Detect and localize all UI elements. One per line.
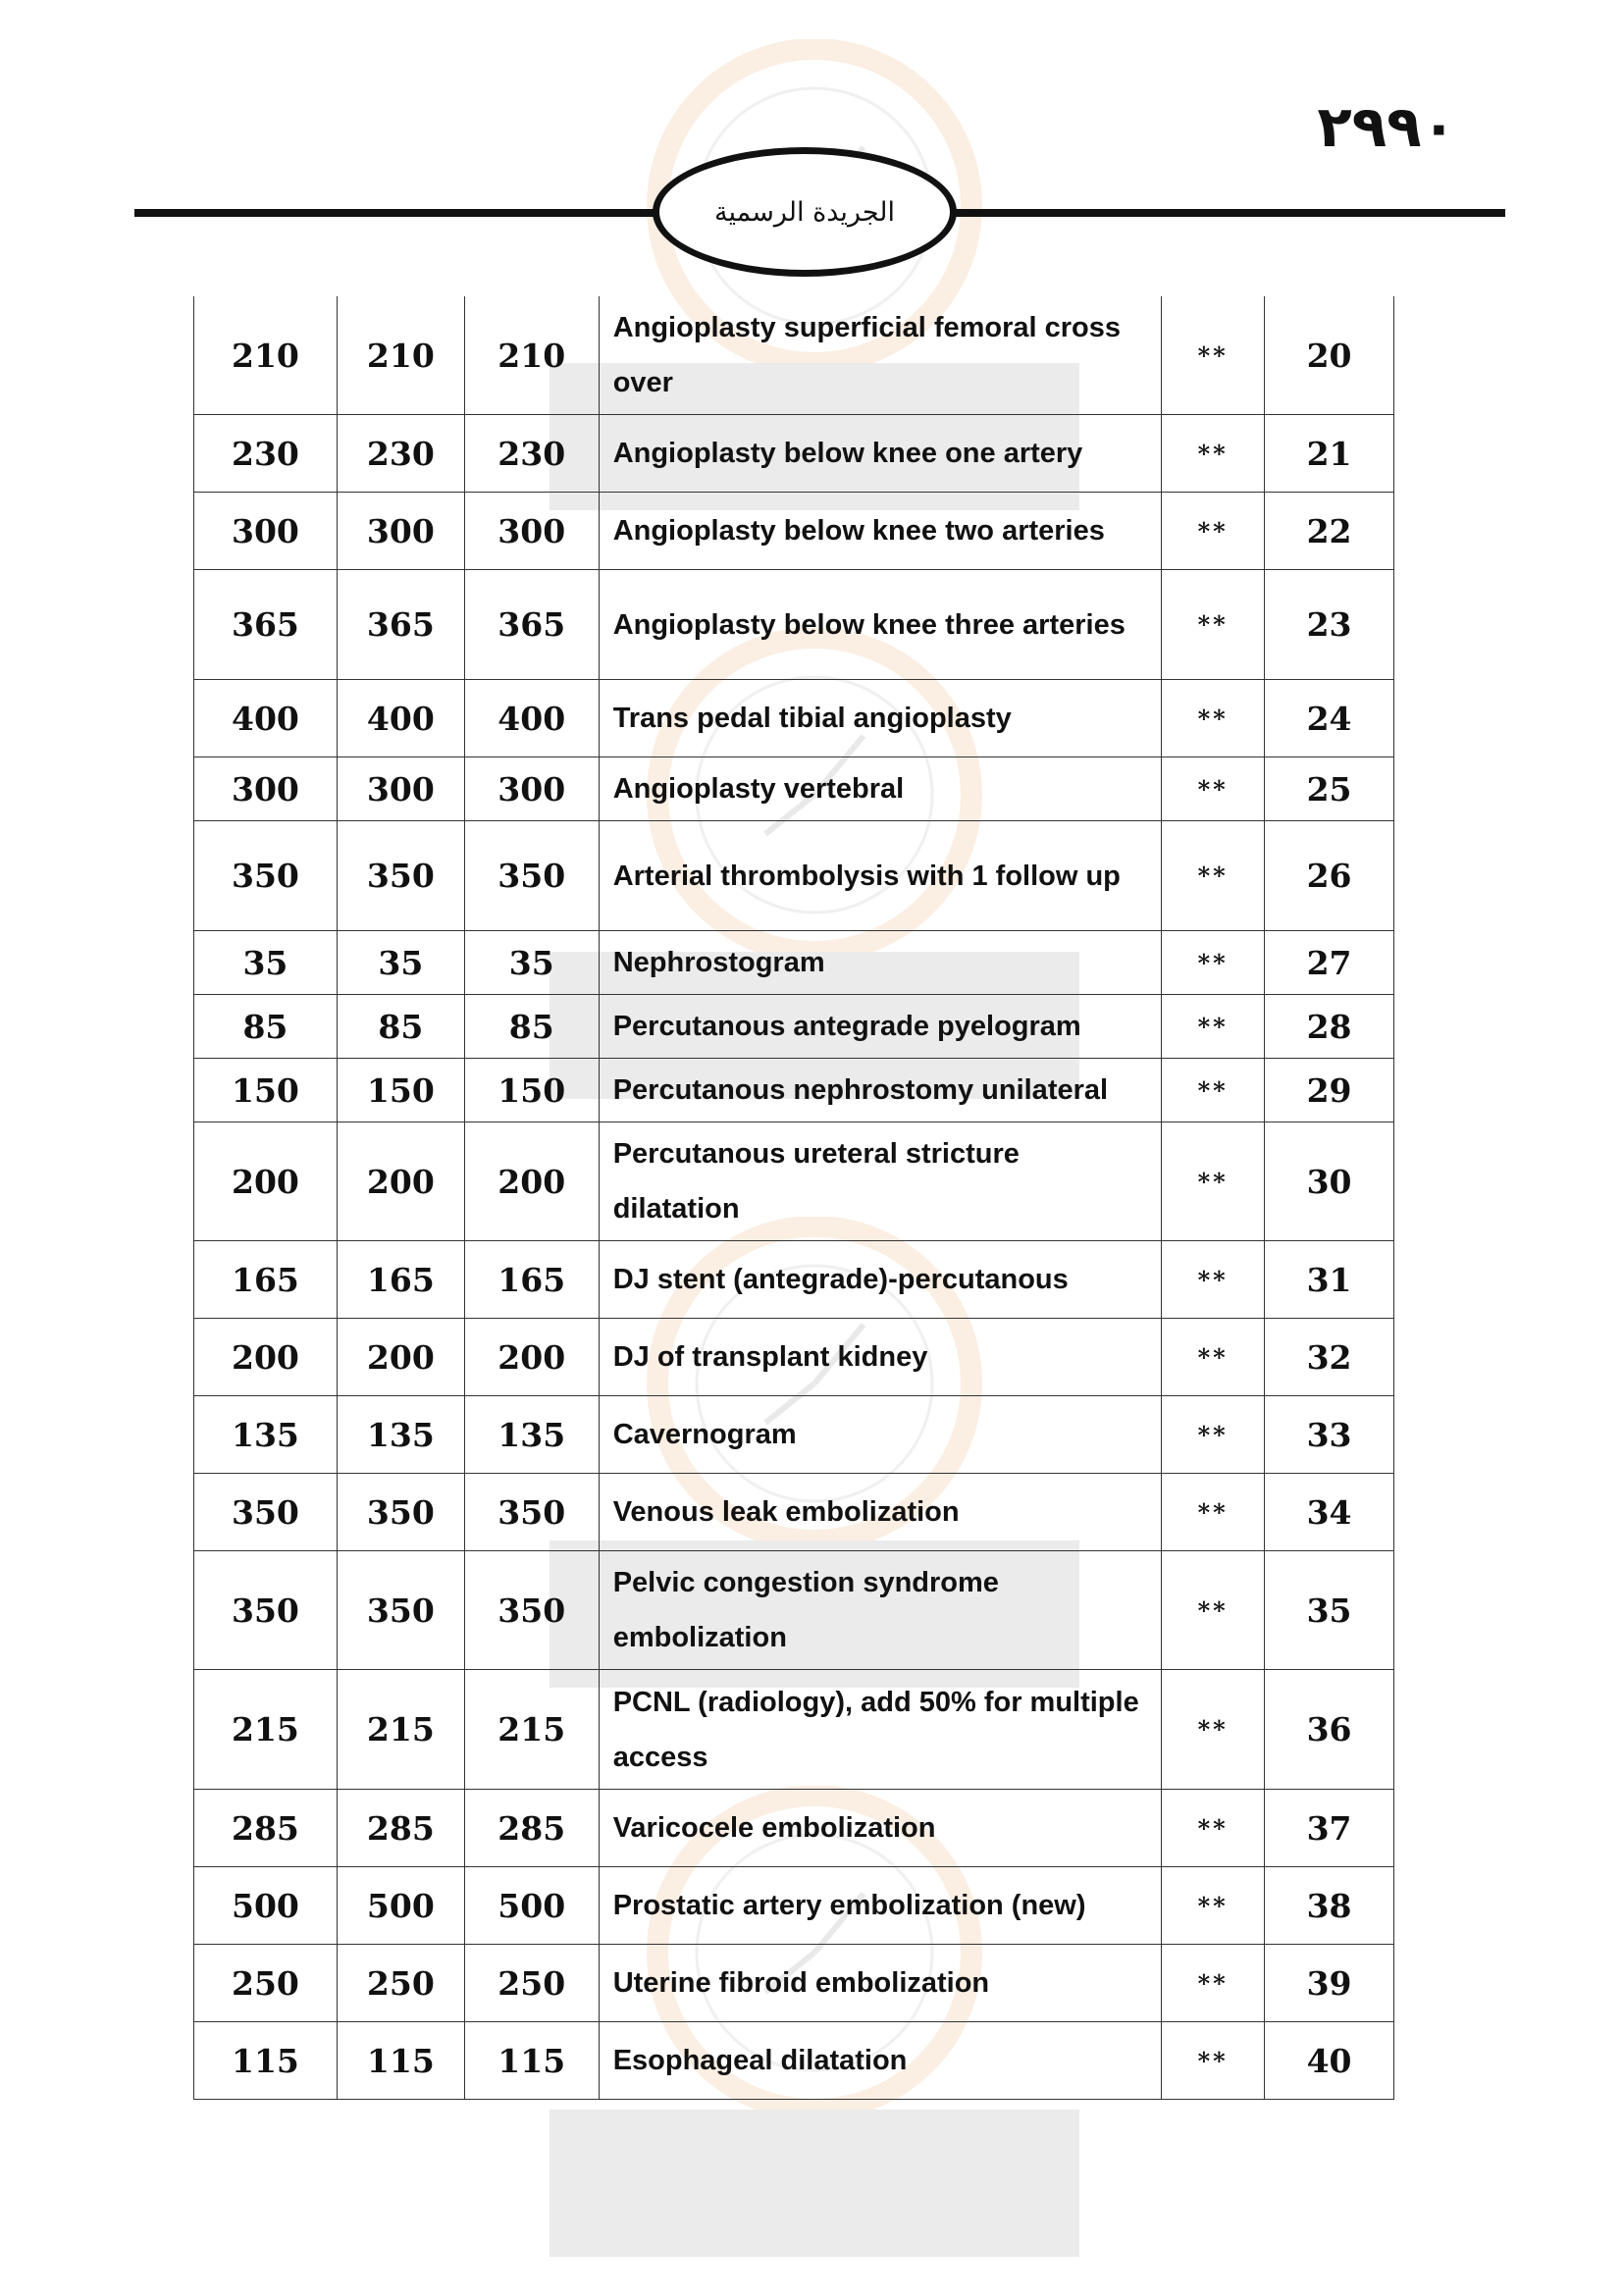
fee-cell: 300 <box>464 493 599 570</box>
fee-cell: 165 <box>194 1241 338 1319</box>
mark-cell: ** <box>1162 1551 1265 1670</box>
fee-cell: 165 <box>337 1241 464 1319</box>
fee-cell: 350 <box>337 1474 464 1551</box>
mark-cell: ** <box>1162 570 1265 680</box>
table-row <box>194 570 1394 680</box>
table-row <box>194 1670 1394 1790</box>
fee-cell: 230 <box>337 415 464 493</box>
table-row <box>194 995 1394 1059</box>
row-number: 40 <box>1265 2022 1394 2100</box>
fee-cell: 300 <box>194 493 338 570</box>
fee-cell: 350 <box>194 1551 338 1670</box>
fee-cell: 350 <box>464 1551 599 1670</box>
procedure-description: Angioplasty vertebral <box>599 757 1162 821</box>
row-number: 39 <box>1265 1945 1394 2022</box>
table-row <box>194 1474 1394 1551</box>
table-row <box>194 2022 1394 2100</box>
fee-cell: 350 <box>337 1551 464 1670</box>
mark-cell: ** <box>1162 757 1265 821</box>
procedure-description: Angioplasty superficial femoral cross over <box>599 296 1162 415</box>
mark-cell: ** <box>1162 821 1265 931</box>
procedure-description: Trans pedal tibial angioplasty <box>599 680 1162 757</box>
mark-cell: ** <box>1162 296 1265 415</box>
fee-cell: 135 <box>337 1396 464 1474</box>
procedure-description: Pelvic congestion syndrome embolization <box>599 1551 1162 1670</box>
fee-cell: 500 <box>464 1867 599 1945</box>
fee-cell: 210 <box>194 296 338 415</box>
mark-cell: ** <box>1162 680 1265 757</box>
row-number: 21 <box>1265 415 1394 493</box>
fee-cell: 150 <box>464 1059 599 1122</box>
row-number: 37 <box>1265 1790 1394 1867</box>
procedure-description: Varicocele embolization <box>599 1790 1162 1867</box>
fee-cell: 85 <box>194 995 338 1059</box>
fee-cell: 300 <box>337 493 464 570</box>
table-row <box>194 493 1394 570</box>
fee-cell: 350 <box>337 821 464 931</box>
fee-cell: 300 <box>194 757 338 821</box>
procedure-description: Percutanous ureteral stricture dilatation <box>599 1122 1162 1241</box>
procedure-description: Percutanous antegrade pyelogram <box>599 995 1162 1059</box>
fee-cell: 135 <box>464 1396 599 1474</box>
procedure-description: Uterine fibroid embolization <box>599 1945 1162 2022</box>
fee-cell: 150 <box>194 1059 338 1122</box>
row-number: 20 <box>1265 296 1394 415</box>
fee-cell: 400 <box>337 680 464 757</box>
fee-cell: 135 <box>194 1396 338 1474</box>
gazette-title: الجريدة الرسمية <box>653 147 957 277</box>
row-number: 23 <box>1265 570 1394 680</box>
fee-cell: 285 <box>337 1790 464 1867</box>
table-row <box>194 1122 1394 1241</box>
row-number: 30 <box>1265 1122 1394 1241</box>
fee-cell: 200 <box>337 1122 464 1241</box>
procedure-description: Percutanous nephrostomy unilateral <box>599 1059 1162 1122</box>
fee-cell: 200 <box>464 1319 599 1396</box>
table-row <box>194 757 1394 821</box>
procedure-description: Venous leak embolization <box>599 1474 1162 1551</box>
fee-cell: 365 <box>194 570 338 680</box>
row-number: 33 <box>1265 1396 1394 1474</box>
mark-cell: ** <box>1162 1396 1265 1474</box>
fee-cell: 200 <box>337 1319 464 1396</box>
mark-cell: ** <box>1162 1474 1265 1551</box>
procedure-description: Nephrostogram <box>599 931 1162 995</box>
page-number: ٢٩٩٠ <box>1317 93 1456 160</box>
fee-cell: 300 <box>464 757 599 821</box>
fee-cell: 230 <box>464 415 599 493</box>
row-number: 38 <box>1265 1867 1394 1945</box>
fee-cell: 300 <box>337 757 464 821</box>
procedure-description: Angioplasty below knee three arteries <box>599 570 1162 680</box>
mark-cell: ** <box>1162 1790 1265 1867</box>
fee-cell: 115 <box>194 2022 338 2100</box>
fee-cell: 500 <box>194 1867 338 1945</box>
fee-cell: 250 <box>464 1945 599 2022</box>
fee-cell: 200 <box>194 1319 338 1396</box>
fee-cell: 350 <box>464 821 599 931</box>
fee-cell: 150 <box>337 1059 464 1122</box>
mark-cell: ** <box>1162 1122 1265 1241</box>
fee-cell: 365 <box>464 570 599 680</box>
fee-cell: 400 <box>194 680 338 757</box>
fee-cell: 285 <box>194 1790 338 1867</box>
row-number: 34 <box>1265 1474 1394 1551</box>
table-row <box>194 1790 1394 1867</box>
table-row <box>194 1059 1394 1122</box>
mark-cell: ** <box>1162 1059 1265 1122</box>
row-number: 29 <box>1265 1059 1394 1122</box>
procedure-description: Arterial thrombolysis with 1 follow up <box>599 821 1162 931</box>
fee-cell: 200 <box>464 1122 599 1241</box>
fee-cell: 230 <box>194 415 338 493</box>
table-row <box>194 821 1394 931</box>
fee-cell: 200 <box>194 1122 338 1241</box>
procedure-description: Esophageal dilatation <box>599 2022 1162 2100</box>
mark-cell: ** <box>1162 995 1265 1059</box>
fee-cell: 210 <box>464 296 599 415</box>
table-row <box>194 1319 1394 1396</box>
mark-cell: ** <box>1162 415 1265 493</box>
fee-cell: 215 <box>464 1670 599 1790</box>
table-row <box>194 680 1394 757</box>
fee-cell: 85 <box>464 995 599 1059</box>
row-number: 26 <box>1265 821 1394 931</box>
fee-cell: 165 <box>464 1241 599 1319</box>
table-row <box>194 931 1394 995</box>
procedure-description: Angioplasty below knee two arteries <box>599 493 1162 570</box>
mark-cell: ** <box>1162 1867 1265 1945</box>
fee-cell: 115 <box>337 2022 464 2100</box>
fee-cell: 400 <box>464 680 599 757</box>
mark-cell: ** <box>1162 2022 1265 2100</box>
fee-cell: 365 <box>337 570 464 680</box>
procedure-description: PCNL (radiology), add 50% for multiple access <box>599 1670 1162 1790</box>
fee-cell: 350 <box>194 821 338 931</box>
fee-cell: 215 <box>337 1670 464 1790</box>
row-number: 36 <box>1265 1670 1394 1790</box>
fee-cell: 210 <box>337 296 464 415</box>
table-row <box>194 1396 1394 1474</box>
procedure-description: Angioplasty below knee one artery <box>599 415 1162 493</box>
fee-cell: 250 <box>194 1945 338 2022</box>
table-row <box>194 1551 1394 1670</box>
mark-cell: ** <box>1162 1319 1265 1396</box>
fee-cell: 350 <box>194 1474 338 1551</box>
fee-cell: 285 <box>464 1790 599 1867</box>
fee-cell: 35 <box>194 931 338 995</box>
procedure-description: Cavernogram <box>599 1396 1162 1474</box>
fee-cell: 250 <box>337 1945 464 2022</box>
fee-cell: 215 <box>194 1670 338 1790</box>
fee-cell: 85 <box>337 995 464 1059</box>
row-number: 31 <box>1265 1241 1394 1319</box>
row-number: 35 <box>1265 1551 1394 1670</box>
procedure-description: Prostatic artery embolization (new) <box>599 1867 1162 1945</box>
procedure-description: DJ stent (antegrade)-percutanous <box>599 1241 1162 1319</box>
procedure-description: DJ of transplant kidney <box>599 1319 1162 1396</box>
mark-cell: ** <box>1162 1670 1265 1790</box>
fee-cell: 115 <box>464 2022 599 2100</box>
table-row <box>194 415 1394 493</box>
fees-table <box>193 296 1394 2100</box>
fee-cell: 35 <box>464 931 599 995</box>
row-number: 22 <box>1265 493 1394 570</box>
row-number: 24 <box>1265 680 1394 757</box>
table-row <box>194 1945 1394 2022</box>
row-number: 32 <box>1265 1319 1394 1396</box>
mark-cell: ** <box>1162 931 1265 995</box>
table-row <box>194 1241 1394 1319</box>
row-number: 27 <box>1265 931 1394 995</box>
row-number: 28 <box>1265 995 1394 1059</box>
fee-cell: 350 <box>464 1474 599 1551</box>
mark-cell: ** <box>1162 493 1265 570</box>
table-row <box>194 296 1394 415</box>
table-row <box>194 1867 1394 1945</box>
mark-cell: ** <box>1162 1945 1265 2022</box>
fee-cell: 35 <box>337 931 464 995</box>
mark-cell: ** <box>1162 1241 1265 1319</box>
row-number: 25 <box>1265 757 1394 821</box>
fee-cell: 500 <box>337 1867 464 1945</box>
